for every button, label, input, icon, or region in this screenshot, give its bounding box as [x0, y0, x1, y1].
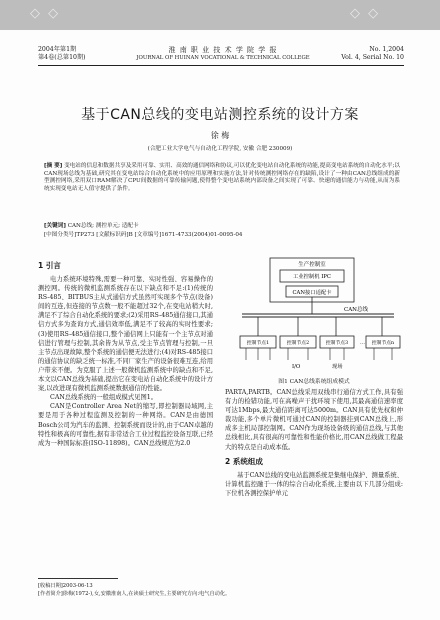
- section-1-paragraph-3: CAN是Controller Area Net的缩写,即控制器局域网,主要是用于各种过程监测及控制的一种网络。CAN是由德国Bosch公司为汽车的监测、控制系统而设计的,由于CAN卓越的特性和极高的可靠性,据有非常适合工业过程监控设备互联,已经成为一种国际标准(ISO-11898)。CAN总线规范为2.0: [38, 403, 213, 447]
- journal-name-en: JOURNAL OF HUINAN VOCATIONAL & TECHNICAL COLLEGE: [136, 55, 310, 61]
- article-affiliation: (合肥工业大学电气与自动化工程学院, 安徽 合肥 230009): [147, 146, 293, 152]
- issue-volume: 第4卷(总第10期): [38, 54, 86, 61]
- control-room-label: 生产控制室: [298, 262, 326, 268]
- adapter-label: CAN接口适配卡: [292, 290, 332, 296]
- bus-label: CAN总线: [344, 307, 368, 313]
- article-author: 徐 梅: [210, 131, 230, 140]
- node-label: 控制节点1: [246, 341, 270, 346]
- article-title: 基于CAN总线的变电站测控系统的设计方案: [81, 107, 359, 123]
- watermark-glyph: ◇ ◇: [350, 6, 381, 21]
- header-rule: [38, 65, 404, 66]
- keywords-text: CAN总线; 测控单元; 适配卡: [67, 223, 139, 229]
- keywords-label: [关键词]: [44, 223, 66, 229]
- section-1-paragraph-1: 电力系统环境特殊,需要一种可靠、实时性强、容易操作的测控网。传统的微机监测系统存在以下缺点和不足:(1)传统的RS-485、BITBUS主从式通信方式虽然可实现多个节点(设备)间的互连,但连接的节点数一般不能超过32个,在变电站稍大时,满足不了综合自动化系统的要求;(2)采用RS-485通信接口,其通信方式多为查询方式,通信效率低,满足不了较高的实时性要求;(3)使用RS-485通信接口,整个通信网上只能有一个主节点对通信进行管理与控制,其余皆为从节点,受主节点管理与控制,一旦主节点出现故障,整个系统的通信便无法进行;(4)对RS-485接口的通信协议的缺乏统一标准,不同厂家生产的设备很难互连,给用户带来不便。为克服了上述一般微机监测系统中的缺点和不足,本文以CAN总线为基础,提出它在变电站自动化系统中的设计方案,以改进现有微机监测系统数据通信的性能。: [38, 276, 214, 393]
- right-column: [225, 388, 403, 498]
- node-label: 控制节点n: [371, 341, 395, 346]
- section-1-paragraph-2: CAN总线系统的一般组成模式见图1。: [50, 394, 158, 402]
- abstract: [44, 163, 400, 193]
- figure-1-caption: 图1 CAN总线系统组成模式: [278, 379, 350, 385]
- footnote-rule: [38, 578, 118, 579]
- left-column: [38, 260, 213, 448]
- issue-number-en: No. 1,2004: [369, 46, 404, 53]
- node-1: [240, 317, 276, 348]
- keywords: [44, 223, 400, 231]
- volume-serial-en: Vol. 4, Serial No. 10: [341, 54, 404, 61]
- io-label: I/O: [292, 364, 301, 370]
- abstract-label: [摘 要]: [44, 163, 63, 169]
- field-label: 现场: [332, 364, 343, 370]
- node-label: 控制节点3: [325, 341, 349, 346]
- watermark-glyph: ◇ ◇: [30, 6, 61, 21]
- footnote-author-info: [作者简介]徐梅(1972-),女,安徽淮南人,在读硕士研究生,主要研究方向:电气自动化。: [38, 591, 231, 597]
- node-2: [280, 317, 316, 348]
- journal-name: [118, 46, 328, 62]
- node-3: [320, 317, 354, 348]
- footnote: [38, 582, 408, 598]
- section-1-continued: PARTA,PARTB。CAN总线采用双线串行通信方式工作,具有强有力的检错功能,可在高噪声干扰环境下使用,其最高通信速率度可达1Mbps,最大通信距离可达5000m。CAN具有优先权和仲裁功能,多个单片微机可通过CAN的控制器挂到CAN总线上,形成多主机局部控制网。CAN作为现场设备级的通信总线,与其他总线相比,具有很高的可靠性和性能价格比,用CAN总线做工程最大的特点是自动成本低。: [225, 389, 403, 451]
- ipc-label: 工业控制机 IPC: [293, 274, 331, 280]
- section-1-heading: 1 引言: [38, 261, 61, 270]
- node-n: [366, 317, 400, 348]
- issue-info-en: [316, 46, 404, 62]
- section-2-heading: 2 系统组成: [225, 456, 263, 466]
- node-ellipsis: …: [360, 340, 365, 346]
- footnote-received: [收稿日期]2003-06-13: [38, 583, 93, 589]
- io-lines: [246, 348, 392, 360]
- journal-name-cn: 淮 南 职 业 技 术 学 院 学 报: [168, 46, 278, 54]
- section-2-paragraph-1: 基于CAN总线的变电站监测系统是集继电保护、测量系统、计算机监控融于一体的综合自动化系统,主要由以下几部分组成:下位机各测控保护单元: [225, 471, 404, 497]
- abstract-text: 变电站的信息和数据共享及采用可靠、实用、高效的通信网络和协议,可以优化变电站自动化系统的功能,提高变电站系统的自动化水平;以CAN现场总线为基础,研究其在变电站综合自动化系统中的应用原理和实施方法,针对传统测控网络存在的缺陷,设计了一种由CAN总线组成的新型测控网络,采用双口RAM解决了CPU间数据的可靠传输问题,使得整个变电站系统内部设备之间实现了可靠、快速的通信能力与功能,从而为系统实现变电站无人值守提供了条件。: [44, 163, 400, 192]
- figure-1-diagram: [232, 256, 402, 376]
- issue-year: 2004年第1期: [38, 46, 77, 53]
- node-label: 控制节点2: [286, 341, 310, 346]
- issue-info: [38, 46, 86, 62]
- top-banner: [0, 0, 440, 30]
- classification-line: [中图分类号]TP273 [文献标识码]B [文章编号]1671-4733(2004)01-0095-04: [44, 232, 243, 238]
